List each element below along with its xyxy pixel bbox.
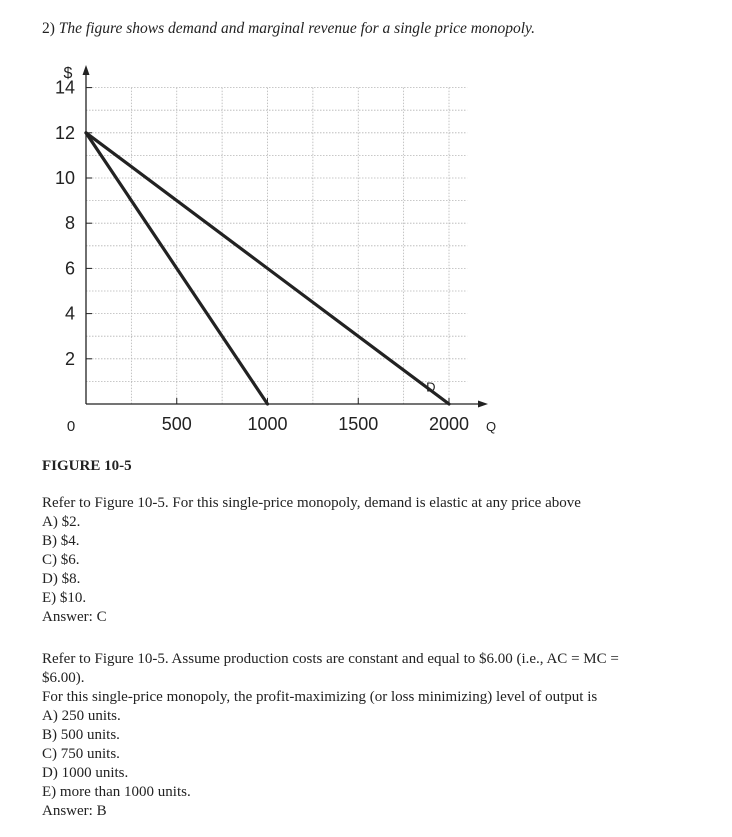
origin-label: 0 [66, 418, 76, 435]
question-1-option-c: C) $6. [42, 552, 80, 568]
question-intro: The figure shows demand and marginal revenue for a single price monopoly. [58, 20, 535, 37]
question-2-stem-line-3: For this single-price monopoly, the profit-maximizing (or loss minimizing) level of output is [42, 689, 598, 705]
demand-label: D [426, 379, 436, 395]
x-tick-label: 500 [161, 414, 192, 434]
question-1-option-e: E) $10. [42, 590, 87, 606]
question-2-stem-line-1: Refer to Figure 10-5. Assume production costs are constant and equal to $6.00 (i.e., AC = MC = [42, 651, 619, 667]
question-2-option-d: D) 1000 units. [42, 765, 129, 781]
question-1 [42, 494, 712, 627]
y-tick-label: 12 [54, 122, 75, 143]
y-tick-label: 8 [64, 213, 75, 234]
question-2-option-a: A) 250 units. [42, 708, 121, 724]
question-2-stem-line-2: $6.00). [42, 670, 85, 686]
question-2-option-c: C) 750 units. [42, 746, 120, 762]
y-axis-arrow-icon [83, 65, 90, 75]
question-2-option-b: B) 500 units. [42, 727, 120, 743]
y-axis-label: $ [63, 65, 73, 82]
question-1-option-d: D) $8. [42, 571, 81, 587]
y-tick-label: 10 [54, 168, 75, 188]
question-2 [42, 650, 712, 821]
question-heading [42, 20, 535, 38]
x-tick-label: 1000 [247, 414, 288, 434]
question-1-option-a: A) $2. [42, 514, 81, 530]
question-1-answer: Answer: C [42, 609, 107, 625]
y-tick-label: 14 [54, 77, 75, 98]
x-tick-label: 2000 [428, 414, 470, 434]
y-tick-label: 4 [64, 303, 75, 324]
question-1-option-b: B) $4. [42, 533, 80, 549]
x-axis-arrow-icon [478, 401, 488, 408]
x-tick-label: 1500 [338, 414, 379, 434]
question-number: 2) [42, 20, 55, 37]
question-1-stem: Refer to Figure 10-5. For this single-price monopoly, demand is elastic at any price above [42, 495, 581, 511]
chart-svg [0, 55, 520, 445]
question-2-option-e: E) more than 1000 units. [42, 784, 191, 800]
figure-caption: FIGURE 10-5 [42, 458, 132, 474]
y-tick-label: 6 [64, 258, 75, 279]
x-axis-label: Q [485, 419, 497, 434]
demand-mr-chart [0, 55, 520, 445]
y-tick-label: 2 [64, 348, 75, 369]
question-2-answer: Answer: B [42, 803, 107, 819]
